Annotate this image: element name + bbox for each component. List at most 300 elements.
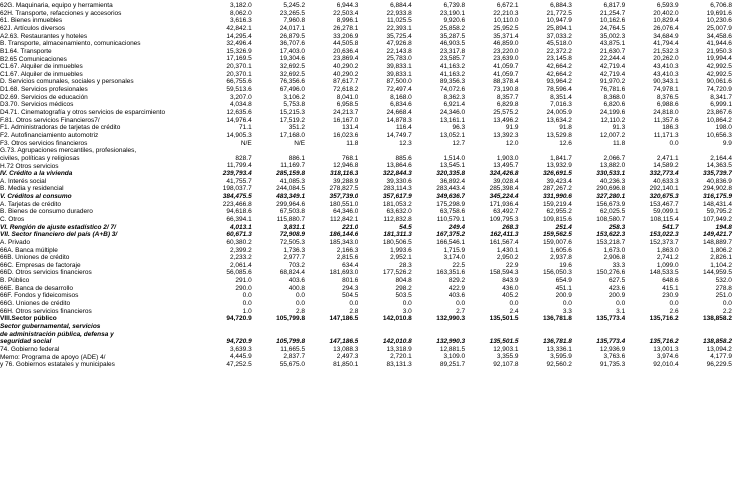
value-cell: 109,795.3 bbox=[489, 215, 519, 223]
value-cell: 2.4 bbox=[509, 307, 519, 315]
value-cell: 4,177.9 bbox=[710, 353, 732, 361]
value-cell: 39,423.4 bbox=[546, 177, 572, 185]
value-cell: 2.8 bbox=[349, 307, 359, 315]
table-row bbox=[0, 2, 732, 10]
value-cell: 200.9 bbox=[555, 292, 572, 300]
value-cell: 291.0 bbox=[235, 277, 252, 285]
value-cell: 11,799.4 bbox=[226, 162, 252, 170]
value-cell: 60,671.3 bbox=[226, 231, 252, 239]
value-cell: 1,605.6 bbox=[550, 246, 572, 254]
value-cell: 0.0 bbox=[616, 299, 626, 307]
value-cell: 349,636.7 bbox=[436, 193, 466, 201]
value-cell: 285,398.4 bbox=[489, 185, 519, 193]
value-cell: 181,053.2 bbox=[382, 200, 412, 208]
row-label: D2.69. Servicios de educación bbox=[0, 93, 88, 101]
value-cell: 42,992.5 bbox=[706, 70, 732, 78]
value-cell: 142,010.8 bbox=[382, 315, 412, 323]
value-cell: 290.0 bbox=[235, 284, 252, 292]
value-cell: 132,990.3 bbox=[436, 338, 466, 346]
value-cell: 268.3 bbox=[502, 223, 519, 231]
value-cell: 72,505.3 bbox=[279, 238, 306, 246]
value-cell: 105,799.8 bbox=[276, 338, 306, 346]
value-cell: 72,497.4 bbox=[386, 86, 412, 94]
table-row bbox=[0, 147, 732, 162]
value-cell: 21,950.3 bbox=[706, 47, 732, 55]
value-cell: 2,233.2 bbox=[230, 254, 252, 262]
value-cell: 198,037.7 bbox=[222, 185, 252, 193]
value-cell: 12.7 bbox=[452, 139, 466, 147]
row-label: 66F. Fondos y fideicomisos bbox=[0, 292, 79, 300]
value-cell: 21,772.5 bbox=[546, 9, 572, 17]
value-cell: 278,827.5 bbox=[329, 185, 359, 193]
value-cell: 54.5 bbox=[399, 223, 412, 231]
value-cell: 68,824.4 bbox=[279, 269, 306, 277]
value-cell: 180,506.5 bbox=[382, 238, 412, 246]
value-cell: 335,739.7 bbox=[703, 170, 732, 178]
value-cell: 64,346.0 bbox=[333, 208, 359, 216]
value-cell: 40,290.2 bbox=[333, 70, 359, 78]
value-cell: 59,795.2 bbox=[706, 208, 732, 216]
value-cell: 423.6 bbox=[608, 284, 626, 292]
value-cell: 6,739.8 bbox=[443, 1, 466, 9]
value-cell: 2,399.2 bbox=[230, 246, 252, 254]
value-cell: 768.1 bbox=[342, 154, 359, 162]
value-cell: 1,099.0 bbox=[656, 261, 679, 269]
table-row bbox=[0, 170, 732, 178]
value-cell: 152,373.7 bbox=[649, 238, 679, 246]
table-row bbox=[0, 101, 732, 109]
table-row bbox=[0, 208, 732, 216]
value-cell: 20,370.1 bbox=[226, 63, 252, 71]
table-row bbox=[0, 277, 732, 285]
value-cell: 39,028.4 bbox=[493, 177, 519, 185]
value-cell: 36,892.4 bbox=[439, 177, 466, 185]
value-cell: 105,799.8 bbox=[276, 315, 306, 323]
value-cell: 7,016.3 bbox=[550, 101, 572, 109]
value-cell: 24,346.0 bbox=[439, 108, 466, 116]
value-cell: 175,298.9 bbox=[436, 200, 466, 208]
value-cell: 25,783.0 bbox=[386, 55, 412, 63]
value-cell: 0.0 bbox=[296, 299, 306, 307]
table-row bbox=[0, 78, 732, 86]
table-row bbox=[0, 40, 732, 48]
value-cell: 843.9 bbox=[502, 277, 519, 285]
value-cell: 66,755.6 bbox=[226, 78, 252, 86]
value-cell: 198.0 bbox=[715, 124, 732, 132]
table-row bbox=[0, 162, 732, 170]
value-cell: 14,878.3 bbox=[386, 116, 412, 124]
value-cell: 12,936.9 bbox=[599, 345, 626, 353]
value-cell: 2,815.6 bbox=[336, 254, 359, 262]
row-label: A. Tarjetas de crédito bbox=[0, 200, 61, 208]
value-cell: 91,970.2 bbox=[599, 78, 626, 86]
value-cell: 74,978.1 bbox=[653, 86, 679, 94]
value-cell: 0.0 bbox=[456, 299, 466, 307]
value-cell: 287,267.2 bbox=[542, 185, 572, 193]
value-cell: 1,514.0 bbox=[443, 154, 466, 162]
table-row bbox=[0, 323, 732, 346]
value-cell: 24,213.7 bbox=[333, 108, 359, 116]
table-row bbox=[0, 48, 732, 56]
value-cell: 67,496.0 bbox=[279, 86, 306, 94]
value-cell: 6,884.3 bbox=[550, 1, 572, 9]
value-cell: 2,906.8 bbox=[603, 254, 626, 262]
table-row bbox=[0, 117, 732, 125]
table-row bbox=[0, 224, 732, 232]
value-cell: 149,421.7 bbox=[703, 231, 732, 239]
value-cell: 135,773.4 bbox=[596, 315, 626, 323]
value-cell: 46,859.0 bbox=[493, 40, 519, 48]
value-cell: 92,010.4 bbox=[653, 361, 679, 369]
value-cell: 436.0 bbox=[502, 284, 519, 292]
value-cell: 72,908.9 bbox=[279, 231, 306, 239]
value-cell: 136,781.8 bbox=[542, 338, 572, 346]
value-cell: 12,635.6 bbox=[226, 108, 252, 116]
table-row bbox=[0, 239, 732, 247]
value-cell: 294,902.8 bbox=[703, 185, 732, 193]
value-cell: 285,159.8 bbox=[276, 170, 306, 178]
row-label: D4.71. Cinematografía y otros servicios de esparcimiento bbox=[0, 109, 166, 117]
value-cell: 541.7 bbox=[662, 223, 679, 231]
row-label: 66G. Uniones de crédito bbox=[0, 300, 71, 308]
value-cell: 163,351.6 bbox=[436, 269, 466, 277]
table-row bbox=[0, 10, 732, 18]
value-cell: 6,958.5 bbox=[336, 101, 359, 109]
row-label: H.72 Otros servicios bbox=[0, 162, 59, 170]
value-cell: 634.4 bbox=[342, 261, 359, 269]
row-label: y 76. Gobiernos estatales y municipales bbox=[0, 361, 115, 369]
row-label: B2.65 Comunicaciones bbox=[0, 55, 67, 63]
value-cell: 3,974.6 bbox=[656, 353, 679, 361]
value-cell: 6,817.9 bbox=[603, 1, 626, 9]
value-cell: 16,167.0 bbox=[333, 116, 359, 124]
value-cell: 13,052.1 bbox=[439, 131, 466, 139]
value-cell: 93,964.2 bbox=[546, 78, 572, 86]
value-cell: 35,002.3 bbox=[599, 32, 626, 40]
value-cell: 153,218.7 bbox=[596, 238, 626, 246]
value-cell: 94,720.9 bbox=[226, 338, 252, 346]
value-cell: 63,492.7 bbox=[493, 208, 519, 216]
value-cell: 0.0 bbox=[562, 299, 572, 307]
table-row bbox=[0, 140, 732, 148]
row-label: B. Público bbox=[0, 277, 30, 285]
row-label: A. Privado bbox=[0, 238, 30, 246]
value-cell: 35,287.5 bbox=[439, 32, 466, 40]
value-cell: 131.4 bbox=[342, 124, 359, 132]
value-cell: 10,864.2 bbox=[706, 116, 732, 124]
value-cell: 0.0 bbox=[509, 299, 519, 307]
value-cell: 8,062.0 bbox=[230, 9, 252, 17]
table-row bbox=[0, 178, 732, 186]
value-cell: 34,458.6 bbox=[706, 32, 732, 40]
value-cell: 13,545.1 bbox=[439, 162, 466, 170]
value-cell: 13,495.7 bbox=[493, 162, 519, 170]
value-cell: 258.3 bbox=[608, 223, 626, 231]
value-cell: 87,500.0 bbox=[386, 78, 412, 86]
value-cell: 403.6 bbox=[288, 277, 306, 285]
value-cell: 251.0 bbox=[715, 292, 732, 300]
row-label: B. Transporte, almacenamiento, comunicaciones bbox=[0, 40, 141, 48]
value-cell: 384,475.5 bbox=[222, 193, 252, 201]
value-cell: 110,579.1 bbox=[436, 215, 466, 223]
value-cell: 532.0 bbox=[715, 277, 732, 285]
value-cell: 0.0 bbox=[242, 299, 252, 307]
value-cell: 12,007.2 bbox=[599, 131, 626, 139]
value-cell: 3,639.3 bbox=[230, 345, 252, 353]
value-cell: 62,955.2 bbox=[546, 208, 572, 216]
value-cell: 8,041.0 bbox=[336, 93, 359, 101]
value-cell: 39,330.6 bbox=[386, 177, 412, 185]
value-cell: 24,668.4 bbox=[386, 108, 412, 116]
value-cell: 332,773.4 bbox=[649, 170, 679, 178]
table-row bbox=[0, 109, 732, 117]
value-cell: 251.4 bbox=[555, 223, 572, 231]
value-cell: 26,879.5 bbox=[279, 32, 306, 40]
value-cell: 42,992.5 bbox=[706, 63, 732, 71]
value-cell: 11,665.5 bbox=[280, 345, 306, 353]
value-cell: 41,944.6 bbox=[706, 40, 732, 48]
value-cell: 43,410.3 bbox=[653, 70, 679, 78]
value-cell: 298.2 bbox=[395, 284, 412, 292]
value-cell: 6,988.6 bbox=[656, 101, 679, 109]
value-cell: 23,317.8 bbox=[439, 47, 466, 55]
value-cell: 2,952.1 bbox=[390, 254, 412, 262]
value-cell: 422.9 bbox=[448, 284, 466, 292]
value-cell: 148,431.4 bbox=[703, 200, 732, 208]
value-cell: 147,186.5 bbox=[329, 315, 359, 323]
value-cell: 2,826.1 bbox=[710, 254, 732, 262]
value-cell: 40,290.2 bbox=[333, 63, 359, 71]
value-cell: 24,764.5 bbox=[599, 24, 626, 32]
value-cell: 21,254.7 bbox=[599, 9, 626, 17]
value-cell: 828.7 bbox=[235, 154, 252, 162]
table-row bbox=[0, 300, 732, 308]
value-cell: 91.9 bbox=[505, 124, 519, 132]
value-cell: 13,634.2 bbox=[546, 116, 572, 124]
value-cell: 11,025.5 bbox=[386, 17, 412, 25]
table-row bbox=[0, 185, 732, 193]
value-cell: 19,304.6 bbox=[279, 55, 306, 63]
value-cell: 1,903.0 bbox=[496, 154, 519, 162]
table-row bbox=[0, 63, 732, 71]
value-cell: 11,171.3 bbox=[653, 131, 679, 139]
value-cell: 0.0 bbox=[296, 292, 306, 300]
value-cell: 41,085.3 bbox=[279, 177, 306, 185]
value-cell: 0.0 bbox=[349, 299, 359, 307]
value-cell: 37,033.2 bbox=[546, 32, 572, 40]
value-cell: 6,944.3 bbox=[336, 1, 359, 9]
value-cell: 3,182.0 bbox=[230, 1, 252, 9]
value-cell: 108,115.4 bbox=[650, 215, 679, 223]
value-cell: 148,533.5 bbox=[649, 269, 679, 277]
value-cell: 654.9 bbox=[555, 277, 572, 285]
value-cell: 158,594.3 bbox=[489, 269, 519, 277]
value-cell: 22,933.8 bbox=[386, 9, 412, 17]
row-label: 62G. Maquinaria, equipo y herramienta bbox=[0, 2, 113, 10]
value-cell: 91.8 bbox=[559, 124, 572, 132]
row-label: 66H. Otros servicios financieros bbox=[0, 307, 92, 315]
value-cell: 22,244.4 bbox=[599, 55, 626, 63]
row-label: 66C. Empresas de factoraje bbox=[0, 261, 81, 269]
row-label: VII. Sector financiero del país (A+B) 3/ bbox=[0, 231, 118, 239]
value-cell: 153,467.7 bbox=[649, 200, 679, 208]
value-cell: 2,164.4 bbox=[710, 154, 732, 162]
table-row bbox=[0, 315, 732, 323]
value-cell: 22.9 bbox=[505, 261, 519, 269]
table-row bbox=[0, 308, 732, 316]
row-label: A. Interés social bbox=[0, 177, 47, 185]
row-label: Sector gubernamental, servicios de administración pública, defensa y seguridad social bbox=[0, 323, 114, 346]
value-cell: 8,168.0 bbox=[390, 93, 412, 101]
value-cell: 3,106.2 bbox=[283, 93, 306, 101]
value-cell: 12,110.2 bbox=[600, 116, 626, 124]
value-cell: 112,842.1 bbox=[329, 215, 359, 223]
value-cell: 326,691.5 bbox=[542, 170, 572, 178]
value-cell: 8,351.4 bbox=[550, 93, 572, 101]
value-cell: 12.6 bbox=[559, 139, 572, 147]
value-cell: 96,229.5 bbox=[706, 361, 732, 369]
value-cell: 1,736.3 bbox=[283, 246, 306, 254]
value-cell: 32,496.4 bbox=[226, 40, 252, 48]
value-cell: 6,999.1 bbox=[710, 101, 732, 109]
value-cell: 17,168.0 bbox=[279, 131, 306, 139]
value-cell: 886.1 bbox=[288, 154, 306, 162]
value-cell: 39,833.1 bbox=[386, 70, 412, 78]
value-cell: 15,215.3 bbox=[279, 108, 306, 116]
value-cell: 42,664.2 bbox=[546, 63, 572, 71]
value-cell: 20,262.0 bbox=[653, 55, 679, 63]
value-cell: 14,905.3 bbox=[226, 131, 252, 139]
value-cell: 0.0 bbox=[402, 299, 412, 307]
value-cell: 19,691.6 bbox=[706, 9, 732, 17]
value-cell: 135,716.2 bbox=[649, 338, 679, 346]
row-label: F.81. Otros servicios Financieros7/ bbox=[0, 116, 100, 124]
value-cell: 22,143.8 bbox=[386, 47, 412, 55]
row-label: 66E. Banca de desarrollo bbox=[0, 284, 73, 292]
value-cell: 76,781.6 bbox=[599, 86, 626, 94]
value-cell: 41,755.7 bbox=[226, 177, 252, 185]
value-cell: 135,501.5 bbox=[489, 315, 519, 323]
value-cell: 83,131.3 bbox=[386, 361, 412, 369]
value-cell: 316,175.9 bbox=[703, 193, 732, 201]
row-label: F1. Administradoras de tarjetas de crédito bbox=[0, 124, 121, 132]
table-row bbox=[0, 25, 732, 33]
value-cell: 1,715.9 bbox=[443, 246, 466, 254]
value-cell: 324,426.8 bbox=[489, 170, 519, 178]
value-cell: 2,720.1 bbox=[390, 353, 412, 361]
value-cell: 156,050.3 bbox=[542, 269, 572, 277]
row-label: D. Servicios comunales, sociales y personales bbox=[0, 78, 134, 86]
value-cell: 81,850.1 bbox=[333, 361, 359, 369]
value-cell: 357,617.9 bbox=[382, 193, 412, 201]
table-row bbox=[0, 361, 732, 369]
value-cell: 135,773.4 bbox=[596, 338, 626, 346]
value-cell: 135,716.2 bbox=[649, 315, 679, 323]
value-cell: 138,858.2 bbox=[703, 315, 732, 323]
value-cell: 17,169.5 bbox=[226, 55, 252, 63]
table-row bbox=[0, 346, 732, 354]
value-cell: 25,575.2 bbox=[493, 108, 519, 116]
table-row bbox=[0, 132, 732, 140]
value-cell: 2,471.1 bbox=[656, 154, 679, 162]
table-row bbox=[0, 124, 732, 132]
table-row bbox=[0, 17, 732, 25]
value-cell: 1,993.6 bbox=[390, 246, 412, 254]
value-cell: 40,633.3 bbox=[653, 177, 679, 185]
value-cell: 96.3 bbox=[452, 124, 466, 132]
value-cell: 42,842.1 bbox=[226, 24, 252, 32]
value-cell: 17,403.0 bbox=[279, 47, 306, 55]
value-cell: 804.8 bbox=[395, 277, 412, 285]
value-cell: 8,362.3 bbox=[443, 93, 466, 101]
value-cell: 181,311.3 bbox=[383, 231, 412, 239]
value-cell: 41,059.7 bbox=[493, 63, 519, 71]
table-row bbox=[0, 354, 732, 362]
value-cell: 135,501.5 bbox=[489, 338, 519, 346]
value-cell: 1,673.0 bbox=[603, 246, 626, 254]
value-cell: 40,836.9 bbox=[706, 177, 732, 185]
value-cell: 23,145.8 bbox=[546, 55, 572, 63]
value-cell: 11,169.7 bbox=[280, 162, 306, 170]
value-cell: 5,753.8 bbox=[283, 101, 306, 109]
value-cell: 153,622.3 bbox=[596, 231, 626, 239]
value-cell: 20,636.4 bbox=[333, 47, 359, 55]
value-cell: 249.4 bbox=[448, 223, 466, 231]
value-cell: 4,445.9 bbox=[230, 353, 252, 361]
value-cell: 59,099.1 bbox=[653, 208, 679, 216]
value-cell: 116.4 bbox=[395, 124, 412, 132]
value-cell: 14,976.4 bbox=[226, 116, 252, 124]
value-cell: 292,140.1 bbox=[649, 185, 679, 193]
value-cell: 159,007.6 bbox=[542, 238, 572, 246]
value-cell: 63,758.6 bbox=[439, 208, 466, 216]
value-cell: 132,990.3 bbox=[436, 315, 466, 323]
table-row bbox=[0, 254, 732, 262]
value-cell: 161,567.4 bbox=[489, 238, 519, 246]
value-cell: 42,664.2 bbox=[546, 70, 572, 78]
value-cell: 13,864.6 bbox=[386, 162, 412, 170]
value-cell: 148,889.7 bbox=[703, 238, 732, 246]
value-cell: 89,356.3 bbox=[439, 78, 466, 86]
row-label: 61. Bienes inmuebles bbox=[0, 17, 63, 25]
value-cell: 71.1 bbox=[239, 124, 252, 132]
value-cell: 3,207.0 bbox=[230, 93, 252, 101]
value-cell: 12.0 bbox=[505, 139, 519, 147]
value-cell: 66,394.1 bbox=[226, 215, 252, 223]
value-cell: 34,684.9 bbox=[653, 32, 679, 40]
value-cell: 33,206.9 bbox=[333, 32, 359, 40]
value-cell: 26,076.4 bbox=[653, 24, 679, 32]
value-cell: 25,007.9 bbox=[706, 24, 732, 32]
value-cell: 278.8 bbox=[715, 284, 732, 292]
value-cell: 42,719.4 bbox=[599, 63, 626, 71]
value-cell: N/E bbox=[240, 139, 252, 147]
value-cell: 283,443.4 bbox=[436, 185, 466, 193]
table-row bbox=[0, 285, 732, 293]
value-cell: 4,013.1 bbox=[230, 223, 252, 231]
value-cell: 112,832.8 bbox=[383, 215, 412, 223]
value-cell: 2,166.3 bbox=[336, 246, 359, 254]
value-cell: 885.6 bbox=[395, 154, 412, 162]
value-cell: 28.3 bbox=[399, 261, 412, 269]
value-cell: 2,061.4 bbox=[230, 261, 252, 269]
value-cell: 67,503.8 bbox=[279, 208, 306, 216]
value-cell: 156,673.9 bbox=[596, 200, 626, 208]
row-label: D3.70. Servicios médicos bbox=[0, 101, 74, 109]
value-cell: 14,363.5 bbox=[706, 162, 732, 170]
value-cell: 1,430.1 bbox=[496, 246, 519, 254]
row-label: 74. Gobierno federal bbox=[0, 345, 60, 353]
